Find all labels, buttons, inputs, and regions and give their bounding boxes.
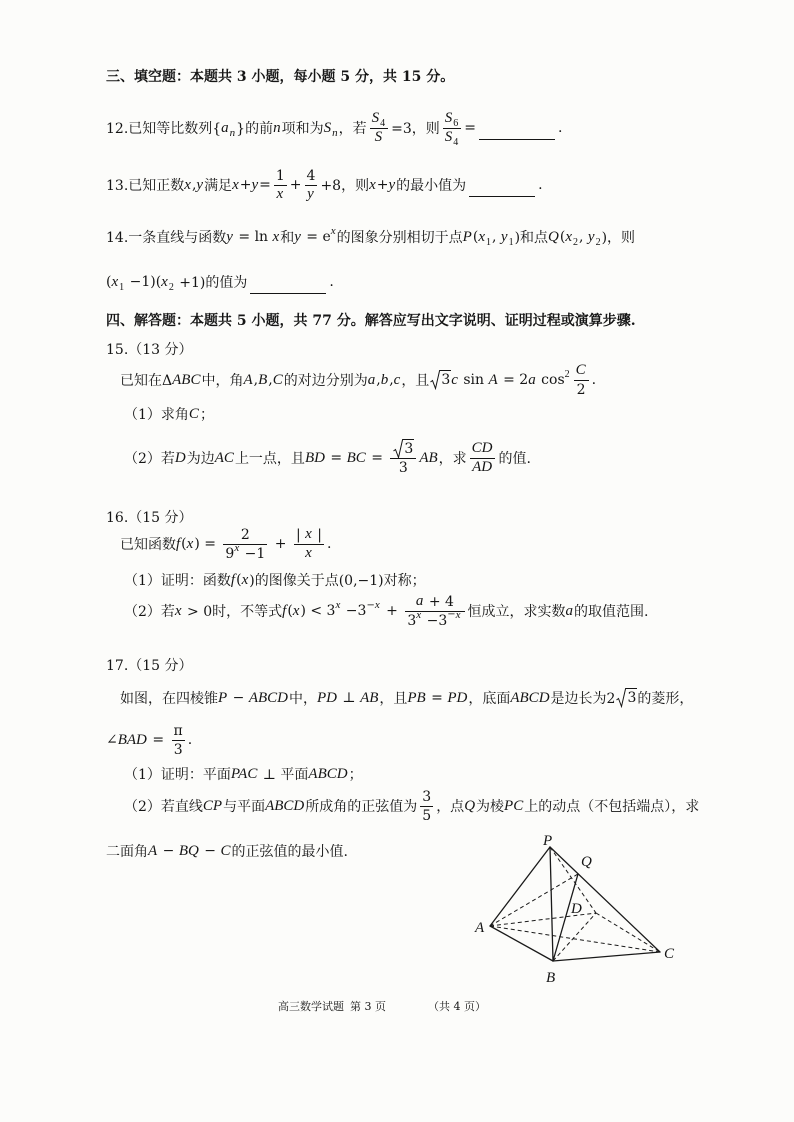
numerator [239,526,252,544]
text-run: （2）若直线 [124,799,203,815]
math-variable: P [462,228,472,245]
fraction [574,362,589,399]
math-variable: C [220,842,231,859]
text-run: )的图像关于点(0,−1)对称； [249,573,426,589]
math-variable: x [184,176,191,193]
superscript: x [335,599,341,611]
text-run: ( [106,274,112,290]
text-run: 的菱形， [637,691,694,707]
text-run: = ln [233,229,273,245]
text-run: , [191,177,197,193]
text-run: ，求 [438,451,467,467]
q14-line1 [106,215,635,259]
math-variable: f [230,571,236,588]
radical-sign [430,370,440,390]
math-variable: a [565,602,574,619]
math-variable: f [282,602,287,619]
superscript [366,599,380,611]
math-variable: D [174,449,186,466]
math-variable: y [307,186,314,202]
text-run: | [295,526,306,543]
math-variable: c [393,371,401,388]
text-run: + [376,177,389,193]
fraction [370,110,389,147]
math-variable: S [323,119,332,136]
text-run: 5 [422,807,432,824]
text-run: 3 [422,788,432,805]
math-variable: x [369,176,376,193]
math-variable: y [251,176,259,193]
text-run: ) = [194,536,221,552]
fraction [420,788,433,825]
math-variable: C [188,405,199,422]
denominator [405,608,464,630]
subscript: 1 [508,236,514,248]
text-run: + [289,177,302,193]
edge-PA [490,847,550,926]
text-run: 2 [240,526,250,543]
denominator [420,807,433,825]
numerator [294,526,324,544]
numerator [574,362,589,380]
text-run: > 0时，不等式 [182,604,283,620]
text-run: = 2 [498,372,529,388]
math-variable: x [292,602,300,619]
text-run: （2）若 [124,451,175,467]
math-variable: y [294,228,301,245]
text-run: 13.已知正数 [106,178,185,194]
text-run: = [325,450,347,466]
text-run: . [591,372,597,388]
text-run: ⊥ 平面 [258,767,309,783]
text-run: ，点 [436,799,465,815]
text-run: 恒成立，求实数 [467,604,566,620]
math-variable: x [111,273,119,290]
fraction [390,440,416,477]
math-variable: x [455,608,461,621]
vertex-label-D: D [571,901,582,917]
text-run: −1)( [125,274,162,290]
square-root [393,439,414,459]
text-run: cos [536,372,565,388]
math-variable: S [371,110,380,126]
text-run: , [376,372,381,388]
text-run: , [579,229,588,245]
text-run: 的取值范围. [574,604,649,620]
text-run: }的前 [236,121,274,137]
text-run: 3 [398,459,408,476]
text-run: 上一点，且 [234,451,305,467]
text-run: + [270,536,291,552]
text-run: )和点 [514,230,549,246]
text-run: 3 [173,741,183,758]
text-run: − [228,690,249,706]
footer-page-number: 第 3 页 [350,1000,386,1013]
math-variable: PD [316,689,337,706]
math-variable: Q [548,228,559,245]
math-variable: BAD [117,731,147,748]
answer-blank [250,277,326,294]
text-run: 二面角 [106,844,148,860]
text-run: + [381,603,403,619]
math-variable: x [161,273,168,290]
text-run: ，底面 [468,691,511,707]
text-run: 为边 [186,451,215,467]
text-run: −1 [240,545,266,562]
numerator [274,167,287,185]
math-variable: C [575,362,586,378]
vertex-label-A: A [475,920,485,936]
fraction [294,526,324,563]
math-variable: ABC [172,371,201,388]
text-run: + [239,177,252,193]
subscript: 2 [595,236,601,248]
text-run: ( [287,603,293,619]
math-variable: a [528,371,536,388]
math-variable: y [500,228,508,245]
math-variable: x [272,228,280,245]
text-run: 4 [306,167,316,184]
text-run: . [557,120,563,136]
footer-title: 高三数学试题 [278,1000,344,1013]
math-variable: BC [346,449,366,466]
text-run: − [447,609,456,620]
math-variable: AB [419,449,438,466]
text-run: = [259,177,271,193]
fraction [443,110,462,147]
math-variable: CP [202,797,223,814]
math-variable: a [367,371,376,388]
text-run: −3 [341,603,367,619]
text-run: 所成角的正弦值为 [305,799,418,815]
text-run: 的正弦值的最小值. [231,844,348,860]
vertex-label-Q: Q [581,854,592,870]
numerator [470,440,496,458]
math-variable: y [587,228,595,245]
math-variable: x [565,228,573,245]
math-variable: B [258,371,268,388]
text-run: = e [301,229,331,245]
math-variable: y [196,176,204,193]
q15-part1 [124,392,214,436]
q13-line [106,163,543,207]
pyramid-figure [460,820,695,995]
text-run: + 4 [424,593,454,610]
subscript: n [229,127,236,139]
text-run: 3 [441,372,451,388]
text-run: = [366,450,388,466]
math-variable: C [272,371,283,388]
math-variable: x [186,535,194,552]
math-variable: n [273,119,281,136]
text-run: ( [559,229,566,245]
text-run: 14.一条直线与函数 [106,230,227,246]
text-run: 和 [280,230,295,246]
numerator [305,167,318,185]
text-run: . [326,536,332,552]
text-run: +1)的值为 [174,275,248,291]
math-variable: PAC [230,765,258,782]
text-run: . [329,274,334,290]
text-run: = [464,120,476,136]
text-run: ) < 3 [300,603,336,619]
text-run: 满足 [204,178,233,194]
square-root [430,370,451,390]
numerator [172,722,185,740]
denominator [275,186,287,204]
fraction [223,526,267,563]
text-run: 上的动点（不包括端点），求 [524,799,700,815]
text-run: =3，则 [391,121,440,137]
math-variable: ABCD [308,765,348,782]
text-run: . [187,732,193,748]
math-variable: AD [472,459,493,475]
edge-BC [553,952,660,961]
math-variable: CD [471,440,493,456]
text-run: sin [458,372,489,388]
q15-part2 [124,436,531,480]
text-run: 12.已知等比数列{ [106,121,222,137]
text-run: 3 [404,440,414,457]
q17-part3 [106,829,348,873]
text-run: | [312,526,322,543]
text-run: （1）证明：函数 [124,573,231,589]
fraction [305,167,318,204]
text-run: 中，角 [201,373,244,389]
math-variable: PD [447,689,468,706]
math-variable: ABCD [248,689,288,706]
math-variable: P [218,689,228,706]
math-variable: y [388,176,396,193]
denominator [397,459,410,477]
math-variable: b [380,371,389,388]
text-run: （2）若 [124,604,175,620]
question-number: 16.（15 分） [106,510,193,526]
subscript: 1 [485,236,491,248]
section-fill-heading [106,54,454,98]
numerator [390,440,416,458]
denominator [373,129,386,147]
radical-sign [616,688,626,708]
math-variable: BD [304,449,325,466]
footer-page-total: （共 4 页） [428,1000,486,1013]
text-run: , [253,372,259,388]
text-run: , [268,372,273,388]
math-variable: c [451,371,458,388]
text-run: ，若 [338,121,367,137]
text-run: 2 [576,381,586,398]
text-run: ，且 [379,691,408,707]
q12-line [106,106,562,150]
text-run: 9 [225,545,235,562]
text-run: )，则 [601,230,636,246]
math-variable: PC [504,797,524,814]
answer-blank [469,180,535,197]
text-run: 的值. [498,451,531,467]
fraction [274,167,287,204]
math-variable: S [444,129,453,145]
text-run: , [491,229,501,245]
text-run: 的图象分别相切于点 [336,230,463,246]
edge-PB [550,847,553,961]
subscript: 2 [573,236,579,248]
text-run: 是边长为2 [550,691,616,707]
math-variable: x [276,186,284,202]
math-variable: PB [407,689,426,706]
vertex-label-P: P [543,833,553,849]
section-heading-text: 三、填空题：本题共 3 小题，每小题 5 分，共 15 分。 [106,69,455,85]
text-run: ⊥ [337,690,361,706]
math-variable: x [241,571,249,588]
fraction [405,593,464,630]
subscript: 4 [380,118,386,129]
text-run: 如图，在四棱锥 [120,691,218,707]
text-run: 项和为 [281,121,324,137]
math-variable: a [221,119,229,136]
numerator [370,110,389,128]
math-variable: x [374,599,380,611]
text-run: −3 [422,612,448,629]
text-run: （1）求角 [124,407,189,423]
math-variable: S [374,129,383,145]
text-run: ( [472,229,479,245]
text-run: +8，则 [320,178,370,194]
math-variable: y [226,228,233,245]
superscript [447,609,461,621]
subscript: 4 [453,137,459,148]
math-variable: AB [360,689,379,706]
text-run: , [389,372,394,388]
numerator [443,110,462,128]
math-variable: S [444,110,453,126]
text-run: 为棱 [476,799,505,815]
text-run: 中， [288,691,317,707]
math-variable: x [174,602,182,619]
vertex-label-C: C [664,946,675,962]
q16-part2 [124,589,649,633]
text-run: 的最小值为 [396,178,467,194]
math-variable: Q [464,797,476,814]
text-run: 已知函数 [120,537,176,553]
text-run: ∠ [106,732,118,748]
superscript: x [234,541,240,554]
text-run: ，且 [401,373,430,389]
math-variable: f [176,535,181,552]
math-variable: A [148,842,158,859]
text-run: 已知在Δ [120,373,173,389]
section-heading-text: 四、解答题：本题共 5 小题，共 77 分。解答应写出文字说明、证明过程或演算步骤. [106,313,636,329]
question-number: 17.（15 分） [106,658,193,674]
q17-stem1 [120,676,693,720]
denominator [575,381,588,399]
answer-blank [479,123,555,140]
text-run: π [173,722,183,739]
text-run: ； [348,767,363,783]
question-number: 15.（13 分） [106,342,193,358]
text-run: ( [236,572,242,588]
superscript: x [416,608,422,621]
superscript: 2 [564,368,570,380]
subscript: n [332,127,338,139]
math-variable: ABCD [265,797,305,814]
subscript: 1 [119,281,125,293]
text-run: . [538,177,543,193]
text-run: 3 [627,690,637,706]
text-run: 与平面 [223,799,266,815]
text-run: 的对边分别为 [283,373,368,389]
text-run: = [147,732,169,748]
radicand [626,688,637,707]
edge-PC [550,847,660,952]
vertex-label-B: B [546,970,556,986]
radicand [440,370,451,389]
subscript: 2 [168,281,174,293]
hidden-diagonal-AC [490,926,660,952]
denominator [305,186,317,204]
math-variable: x [305,545,312,561]
text-run: ( [181,536,187,552]
text-run: 1 [275,167,285,184]
hidden-edge-DC [596,913,660,952]
fraction [470,440,496,477]
radical-sign [393,439,403,459]
text-run: − [199,843,221,859]
math-variable: ABCD [510,689,550,706]
denominator [443,129,462,147]
math-variable: x [478,228,485,245]
text-run: （1）证明：平面 [124,767,231,783]
math-variable: a [415,593,424,609]
square-root [616,688,637,708]
text-run: 3 [407,612,417,629]
numerator [420,788,433,806]
text-run: = [426,690,448,706]
text-run: − [158,843,179,859]
superscript: x [330,225,336,237]
math-variable: x [232,176,239,193]
radicand [403,439,414,458]
text-run: − [366,599,375,611]
denominator [470,459,495,477]
math-variable: BQ [178,842,199,859]
math-variable: AC [214,449,234,466]
math-variable: x [305,526,312,542]
math-variable: A [243,371,253,388]
text-run: ； [199,407,214,423]
subscript: 6 [453,118,459,129]
math-variable: A [488,371,498,388]
